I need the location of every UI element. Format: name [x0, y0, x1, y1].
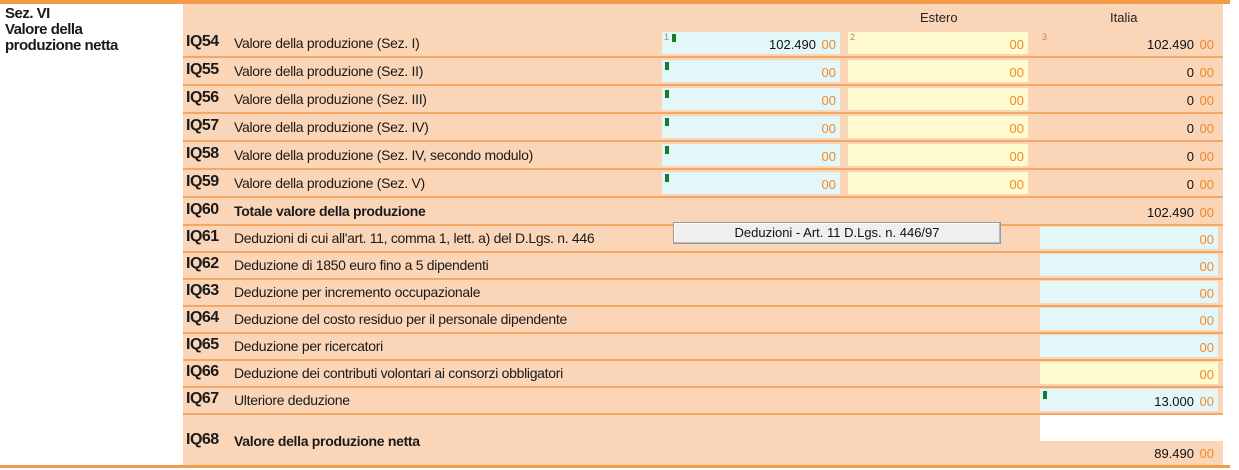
decimal-suffix: 00	[1009, 65, 1024, 80]
row-code: IQ62	[186, 255, 219, 272]
row-separator	[183, 278, 1223, 280]
decimal-suffix: 00	[821, 177, 836, 192]
row-separator	[183, 386, 1223, 388]
row-label: Deduzione di 1850 euro fino a 5 dipendenti	[234, 257, 489, 273]
row-code: IQ65	[186, 336, 219, 353]
field-iq58-italia[interactable]	[1040, 144, 1218, 166]
field-value: 102.490	[1147, 37, 1194, 52]
section-heading	[5, 6, 180, 54]
decimal-suffix: 00	[1199, 205, 1214, 220]
marker-icon	[665, 62, 669, 70]
field-value: 0	[1186, 93, 1194, 108]
column-header-italia: Italia	[1110, 10, 1138, 25]
field-iq59-estero2[interactable]	[848, 172, 1028, 194]
decimal-suffix: 00	[1199, 446, 1214, 461]
row-label: Valore della produzione (Sez. I)	[234, 35, 420, 51]
field-value: 89.490	[1154, 446, 1194, 461]
decimal-suffix: 00	[1199, 340, 1214, 355]
row-code: IQ60	[186, 201, 219, 218]
row-label: Deduzione per ricercatori	[234, 338, 383, 354]
decimal-suffix: 00	[821, 65, 836, 80]
row-code: IQ63	[186, 282, 219, 299]
row-separator	[183, 140, 1223, 142]
field-iq55-estero2[interactable]	[848, 60, 1028, 82]
row-code: IQ59	[186, 173, 219, 190]
row-separator	[183, 56, 1223, 58]
row-label: Deduzioni di cui all'art. 11, comma 1, lett. a) del D.Lgs. n. 446	[234, 230, 595, 246]
row-code: IQ66	[186, 363, 219, 380]
section-subtitle-2: produzione netta	[5, 37, 118, 54]
row-code: IQ68	[186, 431, 219, 448]
field-value: 102.490	[1147, 205, 1194, 220]
field-iq59-italia[interactable]	[1040, 172, 1218, 194]
section-subtitle-1: Valore della	[5, 21, 83, 38]
row-label: Deduzione per incremento occupazionale	[234, 284, 481, 300]
column-header-estero: Estero	[920, 10, 958, 25]
marker-icon	[672, 34, 676, 42]
marker-icon	[665, 118, 669, 126]
row-separator	[183, 305, 1223, 307]
row-label: Deduzione del costo residuo per il personale dipendente	[234, 311, 567, 327]
row-label: Valore della produzione (Sez. V)	[234, 175, 425, 191]
column-number: 1	[664, 32, 670, 42]
decimal-suffix: 00	[1199, 286, 1214, 301]
marker-icon	[665, 146, 669, 154]
decimal-suffix: 00	[1009, 93, 1024, 108]
decimal-suffix: 00	[1199, 65, 1214, 80]
decimal-suffix: 00	[821, 121, 836, 136]
field-iq60-italia[interactable]	[1040, 200, 1218, 222]
field-iq58-estero2[interactable]	[848, 144, 1028, 166]
row-code: IQ54	[186, 33, 219, 50]
row-code: IQ61	[186, 228, 219, 245]
column-number: 2	[850, 32, 856, 42]
row-separator	[183, 168, 1223, 170]
row-separator	[183, 413, 1223, 415]
row-label: Ulteriore deduzione	[234, 392, 350, 408]
bottom-border	[0, 465, 1230, 468]
row-code: IQ57	[186, 117, 219, 134]
row-separator	[183, 332, 1223, 334]
field-iq63-italia[interactable]	[1040, 281, 1218, 303]
decimal-suffix: 00	[821, 93, 836, 108]
deduzioni-button[interactable]: Deduzioni - Art. 11 D.Lgs. n. 446/97	[673, 222, 1001, 244]
row-code: IQ67	[186, 390, 219, 407]
field-iq65-italia[interactable]	[1040, 335, 1218, 357]
decimal-suffix: 00	[821, 37, 836, 52]
row-label: Valore della produzione (Sez. IV, secondo modulo)	[234, 147, 533, 163]
field-iq67-italia[interactable]	[1040, 389, 1218, 411]
decimal-suffix: 00	[1199, 121, 1214, 136]
field-iq54-italia[interactable]	[1040, 32, 1218, 54]
field-iq62-italia[interactable]	[1040, 254, 1218, 276]
row-label: Valore della produzione (Sez. III)	[234, 91, 427, 107]
marker-icon	[665, 90, 669, 98]
decimal-suffix: 00	[1199, 232, 1214, 247]
field-iq55-estero1[interactable]	[662, 60, 840, 82]
row-label: Valore della produzione (Sez. II)	[234, 63, 424, 79]
decimal-suffix: 00	[1199, 259, 1214, 274]
row-label: Valore della produzione netta	[234, 433, 420, 449]
field-iq61-italia[interactable]	[1040, 227, 1218, 249]
row-separator	[183, 112, 1223, 114]
field-iq57-estero2[interactable]	[848, 116, 1028, 138]
field-iq66-italia[interactable]	[1040, 362, 1218, 384]
row-separator	[183, 251, 1223, 253]
row-separator	[183, 84, 1223, 86]
decimal-suffix: 00	[821, 149, 836, 164]
field-value: 0	[1186, 177, 1194, 192]
decimal-suffix: 00	[1009, 149, 1024, 164]
field-iq58-estero1[interactable]	[662, 144, 840, 166]
field-value: 13.000	[1154, 394, 1194, 409]
field-iq55-italia[interactable]	[1040, 60, 1218, 82]
field-value: 0	[1186, 149, 1194, 164]
section-title: Sez. VI	[5, 5, 50, 22]
row-code: IQ64	[186, 309, 219, 326]
marker-icon	[1043, 391, 1047, 399]
row-code: IQ55	[186, 61, 219, 78]
decimal-suffix: 00	[1009, 121, 1024, 136]
row-separator	[183, 359, 1223, 361]
field-iq54-estero2[interactable]	[848, 32, 1028, 54]
decimal-suffix: 00	[1199, 367, 1214, 382]
field-iq57-estero1[interactable]	[662, 116, 840, 138]
decimal-suffix: 00	[1199, 149, 1214, 164]
field-value: 102.490	[769, 37, 816, 52]
row-code: IQ58	[186, 145, 219, 162]
decimal-suffix: 00	[1009, 177, 1024, 192]
row-separator	[183, 196, 1223, 198]
decimal-suffix: 00	[1199, 37, 1214, 52]
field-iq57-italia[interactable]	[1040, 116, 1218, 138]
field-value: 0	[1186, 121, 1194, 136]
decimal-suffix: 00	[1009, 37, 1024, 52]
decimal-suffix: 00	[1199, 177, 1214, 192]
field-iq56-italia[interactable]	[1040, 88, 1218, 110]
decimal-suffix: 00	[1199, 93, 1214, 108]
marker-icon	[665, 174, 669, 182]
field-iq59-estero1[interactable]	[662, 172, 840, 194]
decimal-suffix: 00	[1199, 313, 1214, 328]
field-iq56-estero2[interactable]	[848, 88, 1028, 110]
field-iq68-italia[interactable]	[1040, 441, 1218, 463]
field-iq54-estero1[interactable]	[662, 32, 840, 54]
column-number: 3	[1042, 32, 1048, 42]
row-label: Totale valore della produzione	[234, 203, 426, 219]
field-iq64-italia[interactable]	[1040, 308, 1218, 330]
field-iq56-estero1[interactable]	[662, 88, 840, 110]
blank-area	[1040, 413, 1223, 441]
row-code: IQ56	[186, 89, 219, 106]
decimal-suffix: 00	[1199, 394, 1214, 409]
row-label: Valore della produzione (Sez. IV)	[234, 119, 429, 135]
row-label: Deduzione dei contributi volontari ai consorzi obbligatori	[234, 365, 563, 381]
field-value: 0	[1186, 65, 1194, 80]
